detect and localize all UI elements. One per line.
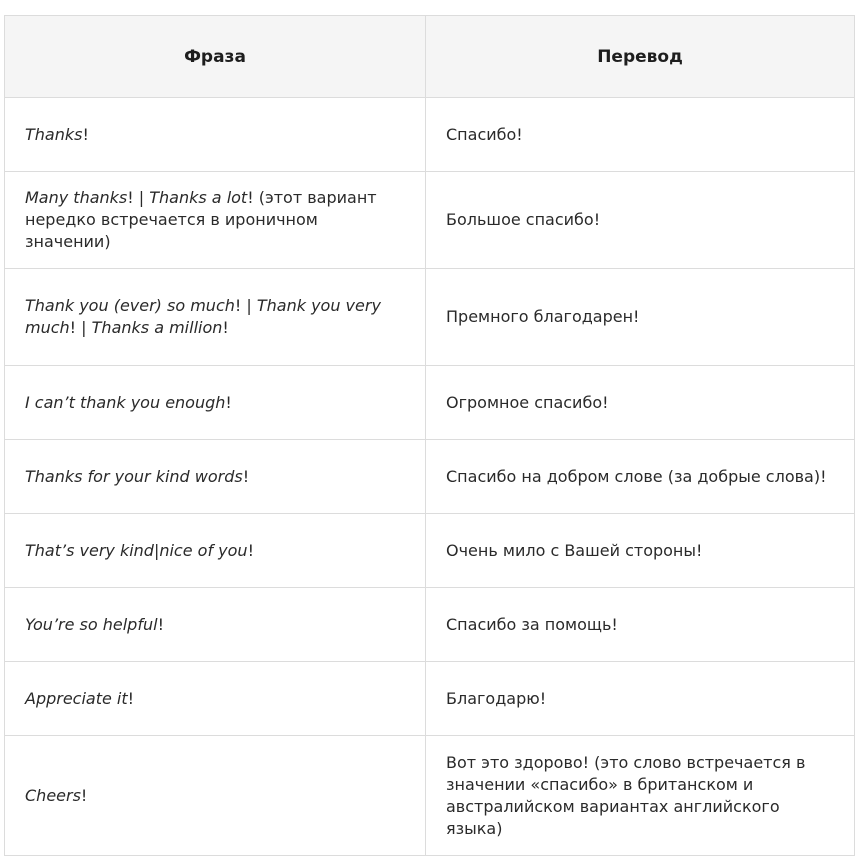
table-row — [5, 172, 855, 269]
translation-cell: Благодарю! — [426, 662, 855, 736]
english-phrase-text: You’re so helpful — [25, 614, 158, 634]
translation-cell: Очень мило с Вашей стороны! — [426, 514, 855, 588]
table-row — [5, 736, 855, 856]
phrase-punctuation: ! — [247, 540, 254, 560]
translation-cell: Спасибо! — [426, 98, 855, 172]
header-phrase: Фраза — [5, 16, 426, 98]
phrase-cell — [5, 172, 426, 269]
phrase-punctuation: ! — [242, 466, 250, 486]
header-translation: Перевод — [426, 16, 855, 98]
translation-cell: Спасибо на добром слове (за добрые слова)! — [426, 440, 855, 514]
english-phrase-text: Cheers — [25, 785, 81, 805]
table-row — [5, 440, 855, 514]
english-phrase-text: nice of you — [159, 540, 248, 560]
translation-cell: Премного благодарен! — [426, 269, 855, 366]
phrase-punctuation: ! | — [69, 318, 92, 337]
phrase-cell — [5, 662, 426, 736]
english-phrase-text: Thanks a lot — [149, 188, 248, 207]
phrases-table — [4, 15, 855, 856]
phrase-cell — [5, 440, 426, 514]
phrase-punctuation: ! — [82, 124, 89, 144]
phrase-punctuation: | — [153, 540, 160, 560]
phrase-punctuation: ! — [127, 688, 135, 708]
english-phrase-text: Many thanks — [25, 188, 128, 207]
phrase-punctuation: ! | — [234, 296, 257, 315]
table-row — [5, 588, 855, 662]
phrase-punctuation: ! | — [127, 188, 150, 207]
phrase-punctuation: ! — [225, 392, 232, 412]
english-phrase-text: I can’t thank you enough — [25, 392, 226, 412]
english-phrase-text: Thank you very much — [25, 296, 381, 337]
english-phrase-text: Appreciate it — [25, 688, 128, 708]
translation-cell: Спасибо за помощь! — [426, 588, 855, 662]
english-phrase-text: Thank you (ever) so much — [25, 296, 235, 315]
table-row — [5, 269, 855, 366]
phrase-cell — [5, 269, 426, 366]
phrase-punctuation: ! — [80, 785, 88, 805]
english-phrase-text: Thanks for your kind words — [25, 466, 243, 486]
table-row — [5, 98, 855, 172]
translation-cell: Вот это здорово! (это слово встречается в значении «спасибо» в британском и австралийском вариантах английского языка) — [426, 736, 855, 856]
phrase-punctuation: ! — [157, 614, 164, 634]
phrase-punctuation: ! (этот вариант нередко встречается в ироничном значении) — [25, 188, 377, 251]
phrase-cell — [5, 736, 426, 856]
phrase-punctuation: ! — [222, 318, 229, 337]
english-phrase-text: Thanks a million — [91, 318, 223, 337]
table-row — [5, 514, 855, 588]
phrase-cell — [5, 98, 426, 172]
phrase-cell — [5, 514, 426, 588]
table-row — [5, 366, 855, 440]
english-phrase-text: That’s very kind — [25, 540, 154, 560]
english-phrase-text: Thanks — [25, 124, 83, 144]
table-row — [5, 662, 855, 736]
table-header-row — [5, 16, 855, 98]
phrase-cell — [5, 366, 426, 440]
phrase-cell — [5, 588, 426, 662]
phrases-table-container — [4, 15, 855, 856]
translation-cell: Большое спасибо! — [426, 172, 855, 269]
translation-cell: Огромное спасибо! — [426, 366, 855, 440]
